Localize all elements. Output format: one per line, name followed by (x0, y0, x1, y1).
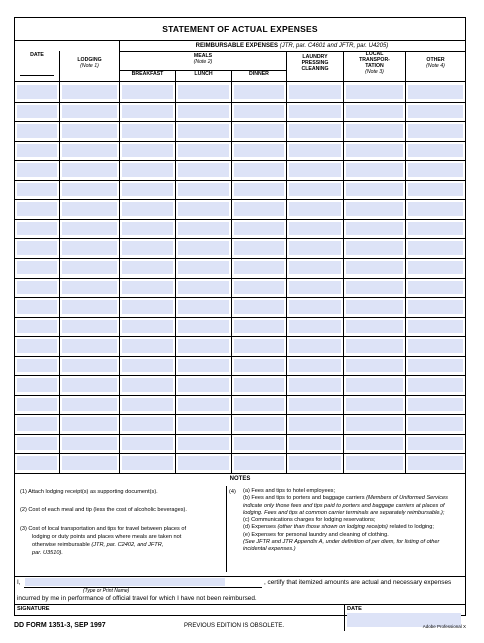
lodging-input[interactable] (62, 300, 117, 314)
laundry-input[interactable] (289, 183, 341, 197)
breakfast-input[interactable] (122, 320, 173, 334)
grid-row-divider (15, 375, 465, 376)
note-3-line3: otherwise reimbursable (32, 542, 90, 549)
dinner-input[interactable] (234, 241, 284, 255)
lunch-input[interactable] (178, 437, 229, 451)
dinner-input[interactable] (234, 398, 284, 412)
breakfast-input[interactable] (122, 398, 173, 412)
dinner-header: DINNER (249, 71, 269, 77)
transportation-input[interactable] (346, 261, 403, 275)
transportation-input[interactable] (346, 281, 403, 295)
transportation-input[interactable] (346, 85, 403, 99)
lodging-input[interactable] (62, 241, 117, 255)
note-3 (20, 525, 230, 557)
lodging-input[interactable] (62, 183, 117, 197)
grid-row-divider (15, 395, 465, 396)
grid-row-divider (15, 121, 465, 122)
certify-text-1: , certify that itemized amounts are actual and necessary expenses (264, 579, 452, 586)
note-4e: (e) Expenses for personal laundry and cleaning of clothing. (243, 531, 389, 538)
certification-section (15, 577, 465, 605)
dinner-input[interactable] (234, 85, 284, 99)
laundry-input[interactable] (289, 202, 341, 216)
other-note: (Note 4) (426, 62, 445, 69)
laundry-header (287, 55, 343, 73)
laundry-input[interactable] (289, 300, 341, 314)
date-input[interactable] (17, 124, 57, 138)
breakfast-input[interactable] (122, 417, 173, 431)
note-4b-detail: (Members of Uniformed Services indicate only those fees and tips paid to porters and baggage carriers at places of lodging. Fees and tips at common carrier terminals are separately reimbursable.); (243, 495, 448, 516)
breakfast-input[interactable] (122, 359, 173, 373)
laundry-input[interactable] (289, 281, 341, 295)
laundry-input[interactable] (289, 339, 341, 353)
breakfast-input[interactable] (122, 124, 173, 138)
breakfast-input[interactable] (122, 222, 173, 236)
date-input[interactable] (17, 281, 57, 295)
date-label: DATE (347, 606, 362, 612)
lodging-input[interactable] (62, 320, 117, 334)
dinner-input[interactable] (234, 378, 284, 392)
laundry-input[interactable] (289, 359, 341, 373)
obsolete-notice: PREVIOUS EDITION IS OBSOLETE. (184, 623, 285, 629)
transport-label-line1: LOCAL (365, 51, 384, 57)
breakfast-header: BREAKFAST (131, 71, 164, 77)
date-input[interactable] (17, 144, 57, 158)
note-3-line1: (3) Cost of local transportation and tips for travel between places of (20, 526, 187, 532)
certify-i: I, (17, 579, 21, 586)
transportation-input[interactable] (346, 320, 403, 334)
lunch-input[interactable] (178, 320, 229, 334)
lodging-input[interactable] (62, 163, 117, 177)
transport-note: (Note 3) (365, 68, 384, 75)
transportation-input[interactable] (346, 202, 403, 216)
other-input[interactable] (408, 202, 463, 216)
expense-grid (15, 82, 465, 474)
grid-row-divider (15, 141, 465, 142)
col-divider (119, 41, 120, 81)
transport-label-line2: TRANSPOR- (359, 56, 390, 63)
transportation-header (344, 52, 405, 76)
grid-row-divider (15, 453, 465, 454)
form-title: STATEMENT OF ACTUAL EXPENSES (15, 18, 465, 41)
dinner-input[interactable] (234, 163, 284, 177)
lodging-input[interactable] (62, 222, 117, 236)
reimbursable-label: REIMBURSABLE EXPENSES (195, 43, 279, 49)
other-input[interactable] (408, 85, 463, 99)
lunch-input[interactable] (178, 281, 229, 295)
note-3-line2: lodging or duty points and places where meals are taken not (32, 534, 182, 541)
lodging-header (60, 58, 119, 70)
breakfast-input[interactable] (122, 241, 173, 255)
laundry-input[interactable] (289, 222, 341, 236)
transportation-input[interactable] (346, 124, 403, 138)
lunch-input[interactable] (178, 339, 229, 353)
other-input[interactable] (408, 241, 463, 255)
grid-row-divider (15, 336, 465, 337)
notes-section (15, 474, 465, 577)
note-4b: (b) Fees and tips to porters and baggage carriers (243, 495, 365, 502)
date-input[interactable] (17, 398, 57, 412)
lodging-input[interactable] (62, 437, 117, 451)
lunch-input[interactable] (178, 456, 229, 470)
lodging-input[interactable] (62, 378, 117, 392)
transportation-input[interactable] (346, 300, 403, 314)
laundry-input[interactable] (289, 85, 341, 99)
other-input[interactable] (408, 339, 463, 353)
grid-row-divider (15, 356, 465, 357)
lunch-input[interactable] (178, 398, 229, 412)
dinner-input[interactable] (234, 261, 284, 275)
date-input[interactable] (17, 163, 57, 177)
date-input[interactable] (17, 300, 57, 314)
grid-row-divider (15, 317, 465, 318)
date-input[interactable] (17, 202, 57, 216)
laundry-input[interactable] (289, 163, 341, 177)
lunch-input[interactable] (178, 183, 229, 197)
date-input[interactable] (17, 261, 57, 275)
date-input[interactable] (17, 222, 57, 236)
breakfast-input[interactable] (122, 202, 173, 216)
breakfast-input[interactable] (122, 144, 173, 158)
breakfast-input[interactable] (122, 437, 173, 451)
note-4 (243, 488, 463, 553)
transportation-input[interactable] (346, 222, 403, 236)
lodging-input[interactable] (62, 339, 117, 353)
dinner-input[interactable] (234, 456, 284, 470)
form-footer (14, 621, 466, 633)
transport-label-line3: TATION (365, 62, 384, 69)
other-input[interactable] (408, 222, 463, 236)
note-2: (2) Cost of each meal and tip (less the cost of alcoholic beverages). (20, 507, 187, 513)
laundry-input[interactable] (289, 378, 341, 392)
other-input[interactable] (408, 163, 463, 177)
grid-row-divider (15, 297, 465, 298)
col-divider (405, 51, 406, 81)
dinner-input[interactable] (234, 183, 284, 197)
col-divider (286, 51, 287, 81)
laundry-input[interactable] (289, 320, 341, 334)
laundry-input[interactable] (289, 261, 341, 275)
breakfast-input[interactable] (122, 281, 173, 295)
date-input[interactable] (17, 437, 57, 451)
lodging-input[interactable] (62, 456, 117, 470)
lunch-input[interactable] (178, 378, 229, 392)
dinner-input[interactable] (234, 202, 284, 216)
note-4d-cont: related to lodging; (389, 524, 434, 531)
notes-heading: NOTES (229, 476, 251, 482)
reimbursable-expenses-banner (119, 41, 465, 52)
date-input[interactable] (17, 320, 57, 334)
note-3-reference-cont: par. U3510). (32, 550, 63, 557)
grid-row-divider (15, 278, 465, 279)
note-1: (1) Attach lodging receipt(s) as supporting document(s). (20, 489, 158, 495)
traveler-name-input[interactable] (25, 578, 225, 586)
breakfast-input[interactable] (122, 105, 173, 119)
lodging-input[interactable] (62, 417, 117, 431)
note-4-number: (4) (229, 489, 236, 495)
transportation-input[interactable] (346, 378, 403, 392)
name-underline (24, 587, 262, 588)
lunch-input[interactable] (178, 105, 229, 119)
laundry-label-line2: PRESSING (301, 59, 329, 66)
laundry-input[interactable] (289, 124, 341, 138)
form-number: DD FORM 1351-3, SEP 1997 (14, 622, 106, 629)
grid-row-divider (15, 160, 465, 161)
date-input[interactable] (17, 339, 57, 353)
lodging-input[interactable] (62, 398, 117, 412)
lunch-input[interactable] (178, 241, 229, 255)
note-3-reference: (JTR, par. C2402, and JFTR, (91, 542, 164, 549)
meals-note: (Note 2) (193, 58, 213, 65)
lunch-input[interactable] (178, 417, 229, 431)
transportation-input[interactable] (346, 398, 403, 412)
lunch-input[interactable] (178, 124, 229, 138)
laundry-input[interactable] (289, 398, 341, 412)
lodging-input[interactable] (62, 105, 117, 119)
lodging-input[interactable] (62, 202, 117, 216)
other-input[interactable] (408, 398, 463, 412)
note-4d-detail: (other than those shown on lodging receipts) (277, 524, 388, 531)
date-input[interactable] (17, 105, 57, 119)
col-divider (343, 51, 344, 81)
other-input[interactable] (408, 300, 463, 314)
reimbursable-reference: (JTR, par. C4601 and JFTR, par. U4205) (279, 43, 389, 49)
transportation-input[interactable] (346, 183, 403, 197)
note-4d: (d) Expenses (243, 524, 276, 531)
other-input[interactable] (408, 417, 463, 431)
meals-header (120, 54, 286, 66)
date-input[interactable] (17, 359, 57, 373)
lodging-input[interactable] (62, 359, 117, 373)
grid-row-divider (15, 199, 465, 200)
other-input[interactable] (408, 261, 463, 275)
column-header (15, 41, 465, 82)
breakfast-input[interactable] (122, 456, 173, 470)
transportation-input[interactable] (346, 241, 403, 255)
transportation-input[interactable] (346, 456, 403, 470)
dinner-input[interactable] (234, 222, 284, 236)
other-input[interactable] (408, 183, 463, 197)
lodging-label: LODGING (77, 57, 102, 63)
laundry-label-line1: LAUNDRY (302, 54, 328, 60)
date-input[interactable] (17, 85, 57, 99)
lunch-input[interactable] (178, 163, 229, 177)
dinner-input[interactable] (234, 144, 284, 158)
note-4a: (a) Fees and tips to hotel employees; (243, 488, 336, 494)
laundry-input[interactable] (289, 241, 341, 255)
breakfast-input[interactable] (122, 339, 173, 353)
breakfast-input[interactable] (122, 85, 173, 99)
other-input[interactable] (408, 281, 463, 295)
dinner-input[interactable] (234, 281, 284, 295)
other-input[interactable] (408, 144, 463, 158)
dinner-input[interactable] (234, 359, 284, 373)
expense-form (14, 17, 466, 616)
certify-text-2: incurred by me in performance of official travel for which I have not been reimbursed. (17, 595, 257, 602)
dinner-input[interactable] (234, 105, 284, 119)
laundry-input[interactable] (289, 105, 341, 119)
lodging-input[interactable] (62, 124, 117, 138)
lunch-input[interactable] (178, 300, 229, 314)
breakfast-input[interactable] (122, 378, 173, 392)
lodging-note: (Note 1) (80, 62, 99, 69)
dinner-input[interactable] (234, 320, 284, 334)
date-input[interactable] (17, 241, 57, 255)
lunch-header: LUNCH (194, 71, 213, 77)
dinner-input[interactable] (234, 339, 284, 353)
note-4c: (c) Communications charges for lodging reservations; (243, 517, 376, 524)
date-header: DATE (30, 52, 44, 58)
lodging-input[interactable] (62, 144, 117, 158)
date-input[interactable] (17, 417, 57, 431)
other-input[interactable] (408, 437, 463, 451)
col-divider (231, 70, 232, 81)
grid-row-divider (15, 180, 465, 181)
other-input[interactable] (408, 378, 463, 392)
grid-row-divider (15, 414, 465, 415)
other-input[interactable] (408, 105, 463, 119)
lodging-input[interactable] (62, 261, 117, 275)
transportation-input[interactable] (346, 105, 403, 119)
lunch-input[interactable] (178, 144, 229, 158)
lunch-input[interactable] (178, 222, 229, 236)
software-label: Adobe Professional X (422, 624, 466, 629)
grid-row-divider (15, 102, 465, 103)
col-divider (175, 70, 176, 81)
transportation-input[interactable] (346, 359, 403, 373)
lunch-input[interactable] (178, 202, 229, 216)
lunch-input[interactable] (178, 359, 229, 373)
dinner-input[interactable] (234, 124, 284, 138)
date-input[interactable] (17, 378, 57, 392)
dinner-input[interactable] (234, 300, 284, 314)
laundry-input[interactable] (289, 144, 341, 158)
breakfast-input[interactable] (122, 163, 173, 177)
transportation-input[interactable] (346, 437, 403, 451)
other-input[interactable] (408, 359, 463, 373)
transportation-input[interactable] (346, 417, 403, 431)
signature-label: SIGNATURE (17, 606, 50, 612)
date-underline (20, 75, 54, 76)
breakfast-input[interactable] (122, 183, 173, 197)
laundry-input[interactable] (289, 456, 341, 470)
other-label: OTHER (426, 57, 445, 63)
transportation-input[interactable] (346, 144, 403, 158)
dinner-input[interactable] (234, 437, 284, 451)
dinner-input[interactable] (234, 417, 284, 431)
notes-column-divider (226, 486, 227, 572)
grid-row-divider (15, 258, 465, 259)
grid-row-divider (15, 434, 465, 435)
laundry-input[interactable] (289, 437, 341, 451)
lodging-input[interactable] (62, 281, 117, 295)
other-input[interactable] (408, 320, 463, 334)
transportation-input[interactable] (346, 163, 403, 177)
other-header (406, 58, 465, 70)
note-4e-detail: (See JFTR and JTR Appendix A, under definition of per diem, for listing of other incidental expenses.) (243, 538, 440, 553)
laundry-input[interactable] (289, 417, 341, 431)
transportation-input[interactable] (346, 339, 403, 353)
col-divider (59, 51, 60, 81)
grid-row-divider (15, 238, 465, 239)
meals-label: MEALS (193, 53, 213, 59)
lodging-input[interactable] (62, 85, 117, 99)
name-hint: (Type or Print Name) (83, 588, 130, 594)
lunch-input[interactable] (178, 85, 229, 99)
other-input[interactable] (408, 456, 463, 470)
grid-row-divider (15, 219, 465, 220)
laundry-label-line3: CLEANING (301, 65, 329, 72)
breakfast-input[interactable] (122, 261, 173, 275)
breakfast-input[interactable] (122, 300, 173, 314)
other-input[interactable] (408, 124, 463, 138)
date-input[interactable] (17, 456, 57, 470)
date-input[interactable] (17, 183, 57, 197)
lunch-input[interactable] (178, 261, 229, 275)
